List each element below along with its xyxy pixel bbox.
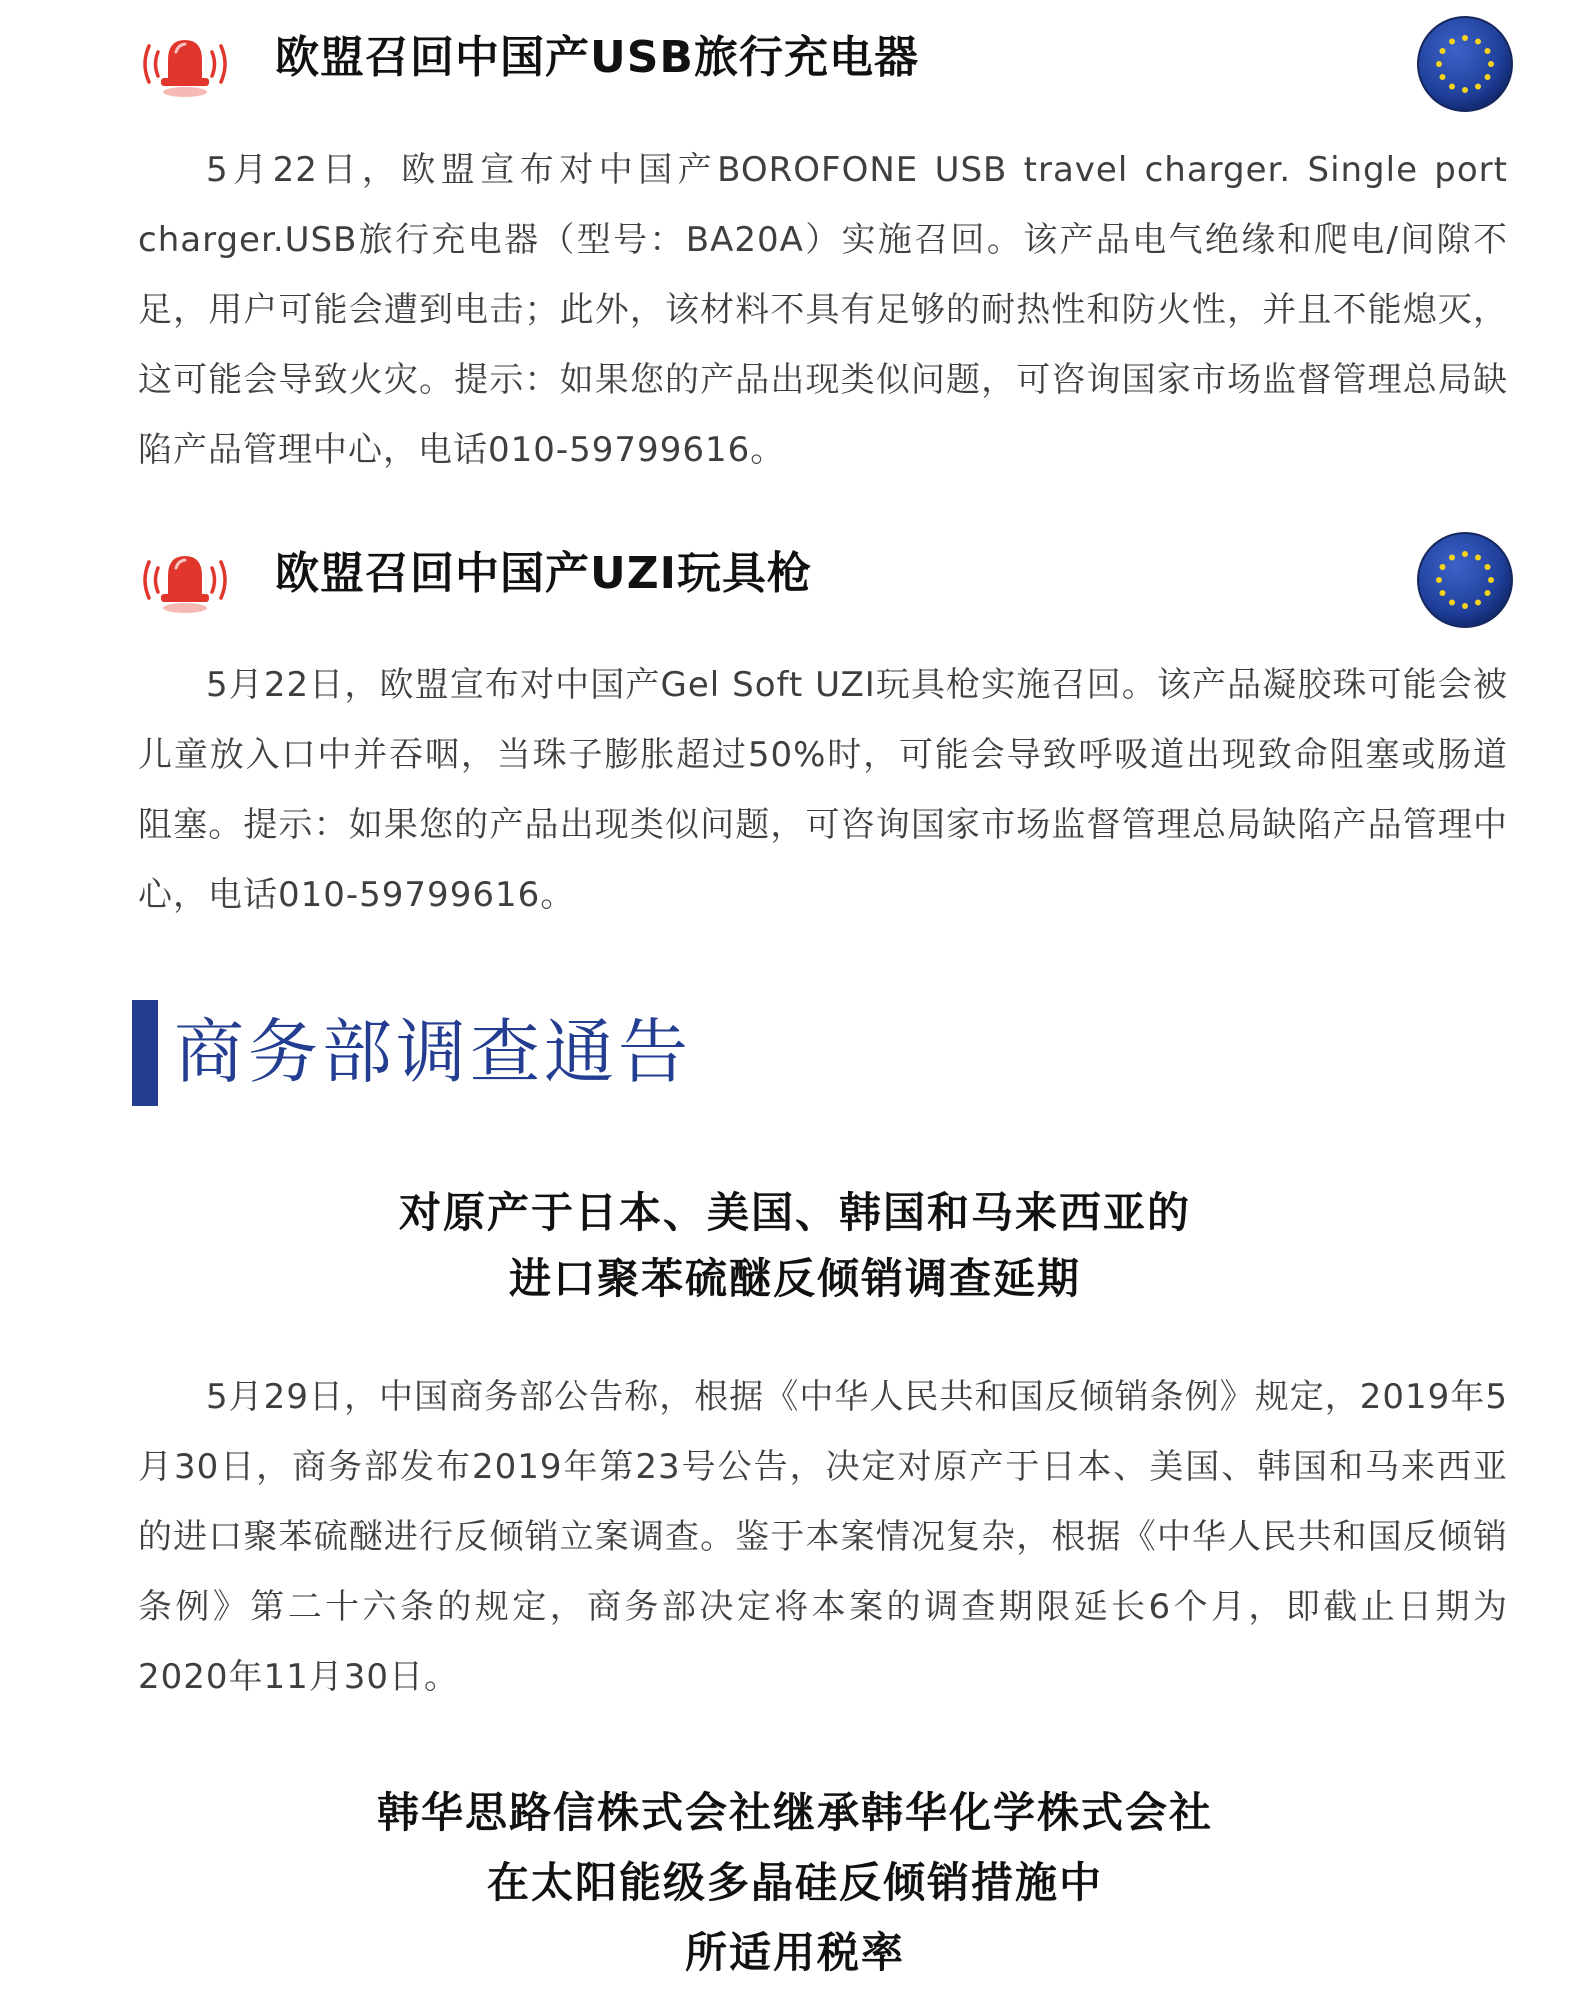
eu-flag-icon bbox=[1415, 530, 1515, 630]
section-accent-bar bbox=[132, 1000, 158, 1106]
section-heading bbox=[132, 1000, 932, 1106]
notice-title-line: 在太阳能级多晶硅反倾销措施中 bbox=[486, 1858, 1103, 1907]
notice-title-line: 韩华思路信株式会社继承韩华化学株式会社 bbox=[376, 1788, 1213, 1837]
recall-body: 5月22日，欧盟宣布对中国产Gel Soft UZI玩具枪实施召回。该产品凝胶珠可能会被儿童放入口中并吞咽，当珠子膨胀超过50%时，可能会导致呼吸道出现致命阻塞或肠道阻塞。提示：如果您的产品出现类似问题，可咨询国家市场监督管理总局缺陷产品管理中心，电话010-59799616。 bbox=[138, 665, 1508, 915]
recall-title: 欧盟召回中国产UZI玩具枪 bbox=[275, 548, 813, 599]
section-title: 商务部调查通告 bbox=[174, 1011, 692, 1093]
alarm-bell-icon bbox=[135, 546, 235, 616]
recall-header-usb-charger bbox=[135, 16, 1515, 116]
notice-title bbox=[0, 1778, 1590, 1988]
notice-title bbox=[0, 1180, 1590, 1312]
recall-title: 欧盟召回中国产USB旅行充电器 bbox=[275, 32, 919, 83]
recall-body: 5月22日，欧盟宣布对中国产BOROFONE USB travel charger. Single port charger.USB旅行充电器（型号：BA20A）实施召回。该产品电气绝缘和爬电/间隙不足，用户可能会遭到电击；此外，该材料不具有足够的耐热性和防火性，并且不能熄灭，这可能会导致火灾。提示：如果您的产品出现类似问题，可咨询国家市场监督管理总局缺陷产品管理中心，电话010-59799616。 bbox=[138, 150, 1508, 470]
recall-header-uzi-toy-gun bbox=[135, 532, 1515, 632]
eu-flag-icon bbox=[1415, 14, 1515, 114]
notice-title-line: 所适用税率 bbox=[684, 1928, 905, 1977]
alarm-bell-icon bbox=[135, 30, 235, 100]
notice-body: 5月29日，中国商务部公告称，根据《中华人民共和国反倾销条例》规定，2019年5月30日，商务部发布2019年第23号公告，决定对原产于日本、美国、韩国和马来西亚的进口聚苯硫醚进行反倾销立案调查。鉴于本案情况复杂，根据《中华人民共和国反倾销条例》第二十六条的规定，商务部决定将本案的调查期限延长6个月，即截止日期为2020年11月30日。 bbox=[138, 1377, 1508, 1697]
notice-title-line: 对原产于日本、美国、韩国和马来西亚的 bbox=[398, 1188, 1191, 1237]
notice-title-line: 进口聚苯硫醚反倾销调查延期 bbox=[508, 1254, 1081, 1303]
